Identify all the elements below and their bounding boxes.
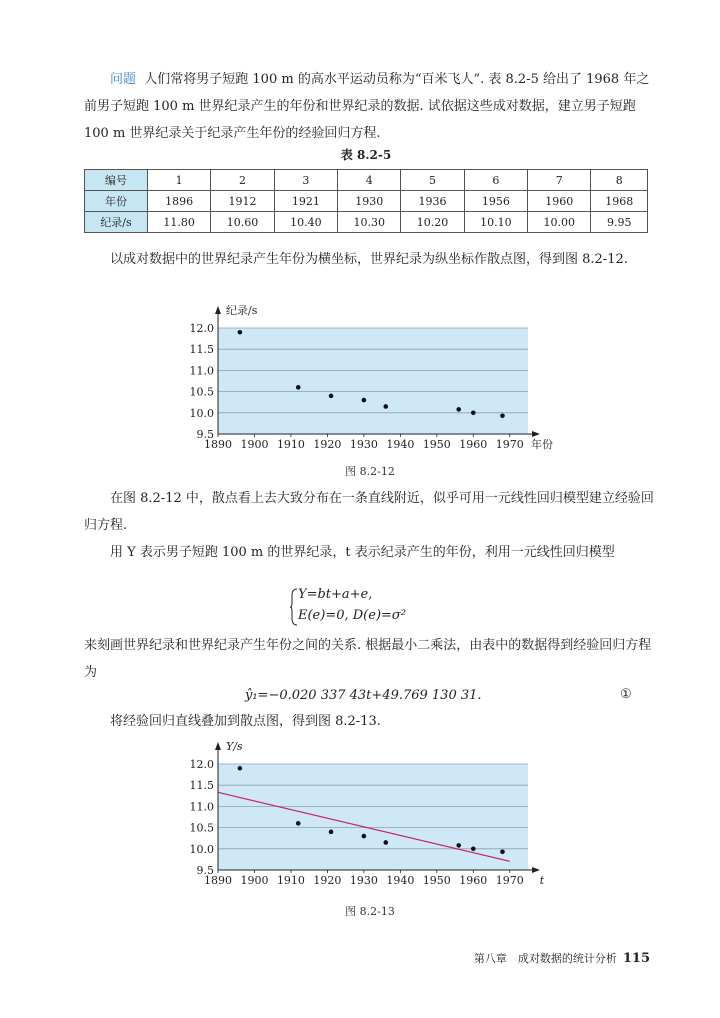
y-tick-label: 10.0 (189, 406, 214, 420)
x-tick-label: 1920 (313, 874, 342, 887)
table-caption: 表 8.2-5 (340, 148, 392, 162)
figure-caption-13: 图 8.2-13 (345, 905, 395, 918)
table-row (85, 212, 648, 233)
y-axis-label: 纪录/s (226, 304, 258, 317)
y-tick-label: 10.5 (189, 821, 214, 835)
x-tick-label: 1930 (349, 874, 378, 887)
model-brace (290, 588, 298, 626)
data-point (471, 411, 476, 416)
table-row (85, 170, 648, 191)
table-cell: 2 (211, 170, 274, 191)
data-point (296, 385, 301, 390)
table-cell: 4 (338, 170, 401, 191)
data-point (456, 407, 461, 412)
table-cell: 6 (464, 170, 527, 191)
table-cell: 10.40 (274, 212, 337, 233)
x-axis-label: 年份 (531, 438, 553, 451)
table-cell: 7 (528, 170, 591, 191)
x-tick-label: 1890 (204, 438, 232, 451)
table-cell: 10.30 (338, 212, 401, 233)
table-cell: 1956 (464, 191, 527, 212)
data-point (383, 840, 388, 845)
data-point (500, 849, 505, 854)
y-tick-label: 10.5 (189, 385, 214, 399)
paragraph-1: 以成对数据中的世界纪录产生年份为横坐标，世界纪录为纵坐标作散点图，得到图 8.2-12. (110, 252, 628, 267)
x-tick-label: 1940 (386, 874, 415, 887)
paragraph-5: 将经验回归直线叠加到散点图，得到图 8.2-13. (110, 714, 381, 729)
table-cell: 5 (401, 170, 464, 191)
table-cell: 1896 (148, 191, 211, 212)
y-tick-label: 12.0 (189, 322, 214, 335)
x-tick-label: 1970 (495, 438, 524, 451)
problem-paragraph (84, 66, 654, 147)
table-cell: 1960 (528, 191, 591, 212)
table-cell: 10.20 (401, 212, 464, 233)
table-cell: 10.00 (528, 212, 591, 233)
data-point (238, 766, 243, 771)
chapter-title: 第八章 成对数据的统计分析 (473, 952, 617, 965)
x-tick-label: 1920 (313, 438, 342, 451)
y-tick-label: 9.5 (196, 864, 214, 877)
y-tick-label: 9.5 (196, 428, 214, 441)
table-cell: 10.10 (464, 212, 527, 233)
table-cell: 1 (148, 170, 211, 191)
table-cell: 8 (591, 170, 648, 191)
data-point (500, 413, 505, 418)
table-cell: 1921 (274, 191, 337, 212)
table-cell: 9.95 (591, 212, 648, 233)
y-axis-arrow (215, 742, 221, 750)
model-line-2: E(e)=0, D(e)=σ² (298, 608, 406, 623)
page-number: 115 (622, 951, 650, 966)
y-tick-label: 11.5 (189, 343, 214, 357)
x-tick-label: 1910 (276, 874, 305, 887)
paragraph-3: 用 Y 表示男子短跑 100 m 的世界纪录，t 表示纪录产生的年份，利用一元线性回归模型 (110, 545, 615, 560)
y-axis-label: Y/s (226, 740, 243, 753)
x-tick-label: 1890 (204, 874, 232, 887)
data-point (296, 821, 301, 826)
y-tick-label: 11.0 (189, 364, 214, 378)
paragraph-4: 来刻画世界纪录和世界纪录产生年份之间的关系. 根据最小二乘法，由表中的数据得到经验回归方程为 (84, 638, 652, 680)
table-cell: 10.60 (211, 212, 274, 233)
table-cell: 1930 (338, 191, 401, 212)
record-table (84, 169, 648, 233)
paragraph-2: 在图 8.2-12 中，散点看上去大致分布在一条直线附近，似乎可用一元线性回归模型建立经验回归方程. (84, 491, 654, 533)
row-header: 纪录/s (85, 212, 148, 233)
data-point (329, 830, 334, 835)
x-axis-label: t (539, 874, 545, 887)
table-row (85, 191, 648, 212)
x-axis-arrow (532, 867, 540, 873)
equation-number: ① (620, 687, 632, 702)
plot-background (218, 328, 528, 434)
x-tick-label: 1910 (276, 438, 305, 451)
regression-chart-8-2-13 (190, 734, 550, 894)
data-point (383, 404, 388, 409)
y-tick-label: 11.0 (189, 800, 214, 814)
x-tick-label: 1930 (349, 438, 378, 451)
problem-label: 问题 (110, 72, 137, 87)
data-point (362, 834, 367, 839)
x-tick-label: 1950 (422, 874, 451, 887)
x-tick-label: 1960 (459, 874, 488, 887)
row-header: 年份 (85, 191, 148, 212)
x-tick-label: 1900 (240, 874, 269, 887)
x-tick-label: 1940 (386, 438, 415, 451)
x-tick-label: 1950 (422, 438, 451, 451)
table-cell: 3 (274, 170, 337, 191)
data-point (238, 330, 243, 335)
y-tick-label: 12.0 (189, 758, 214, 771)
x-tick-label: 1960 (459, 438, 488, 451)
x-axis-arrow (532, 431, 540, 437)
x-tick-label: 1970 (495, 874, 524, 887)
figure-caption-12: 图 8.2-12 (345, 465, 395, 478)
table-cell: 1968 (591, 191, 648, 212)
table-cell: 1912 (211, 191, 274, 212)
scatter-chart-8-2-12 (189, 298, 553, 458)
page-footer (474, 950, 650, 966)
row-header: 编号 (85, 170, 148, 191)
table-cell: 11.80 (148, 212, 211, 233)
table-cell: 1936 (401, 191, 464, 212)
data-point (471, 847, 476, 852)
regression-equation: ŷ₁=−0.020 337 43t+49.769 130 31. (245, 688, 482, 703)
y-tick-label: 11.5 (189, 779, 214, 793)
y-axis-arrow (215, 306, 221, 314)
data-point (456, 843, 461, 848)
y-tick-label: 10.0 (189, 842, 214, 856)
x-tick-label: 1900 (240, 438, 269, 451)
problem-text: 人们常将男子短跑 100 m 的高水平运动员称为“百米飞人”. 表 8.2-5 给出了 1968 年之前男子短跑 100 m 世界纪录产生的年份和世界纪录的数据. 试依据这些成对数据，建立男子短跑 100 m 世界纪录关于纪录产生年份的经验回归方程. (84, 72, 650, 141)
data-point (362, 398, 367, 403)
data-point (329, 394, 334, 399)
model-line-1: Y=bt+a+e, (298, 587, 373, 602)
